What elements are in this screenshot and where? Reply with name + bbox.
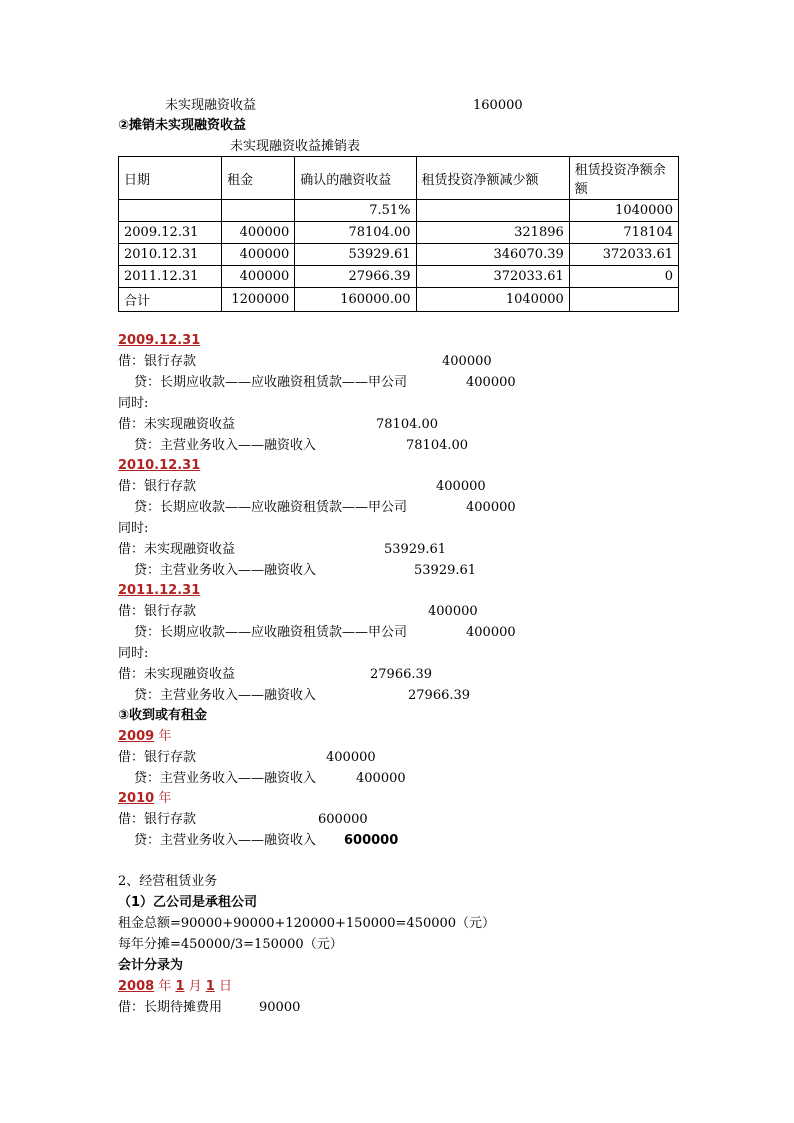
table-cell: 2011.12.31 [119,266,222,288]
table-cell: 372033.61 [416,266,569,288]
table-cell: 400000 [222,266,295,288]
table-cell: 1040000 [569,200,678,222]
entry-amount: 400000 [326,750,376,765]
table-header-row [119,157,679,200]
entry-amount: 53929.61 [384,542,447,557]
entry-debit-line: 借：银行存款 [118,812,197,827]
date-month: 1 [175,979,185,994]
year-number: 2009 [118,729,155,744]
table-row [119,222,679,244]
table-cell: 346070.39 [416,244,569,266]
table-row [119,244,679,266]
date-month-char: 月 [184,979,206,994]
header-net-decrease: 租赁投资净额减少额 [416,157,569,200]
table-cell: 27966.39 [295,266,416,288]
operating-date [118,978,232,996]
table-cell: 400000 [222,244,295,266]
entry-amount: 400000 [466,500,516,515]
table-cell [222,200,295,222]
entry-debit-line: 借：银行存款 [118,604,197,619]
entry-credit-line: 贷：主营业务收入——融资收入 [134,438,317,453]
table-cell: 合计 [119,288,222,312]
table-cell: 321896 [416,222,569,244]
entry-debit-line: 借：未实现融资收益 [118,417,236,432]
table-cell: 2009.12.31 [119,222,222,244]
operating-lease-sub1: （1）乙公司是承租公司 [118,895,258,910]
entry-amount: 78104.00 [376,417,439,432]
table-row [119,200,679,222]
entry-credit-line: 贷：长期应收款——应收融资租赁款——甲公司 [134,625,408,640]
entry-debit-line: 借：长期待摊费用 [118,1000,223,1015]
date-day-char: 日 [214,979,232,994]
table-cell: 372033.61 [569,244,678,266]
table-cell: 400000 [222,222,295,244]
contingent-year-2010 [118,790,171,808]
table-title: 未实现融资收益摊销表 [230,139,361,154]
total-rent-line: 租金总额=90000+90000+120000+150000=450000（元） [118,916,496,931]
amortization-table [118,156,679,312]
contingent-year-2009 [118,728,171,746]
entry-credit-line: 贷：长期应收款——应收融资租赁款——甲公司 [134,375,408,390]
table-cell: 53929.61 [295,244,416,266]
entry-debit-line: 借：银行存款 [118,750,197,765]
table-cell [569,288,678,312]
date-year-char: 年 [154,979,176,994]
header-rent: 租金 [222,157,295,200]
entry-amount: 400000 [428,604,478,619]
table-row [119,266,679,288]
entry-amount: 400000 [442,354,492,369]
entry-amount: 400000 [356,771,406,786]
date-year: 2008 [118,979,155,994]
entries-title: 会计分录为 [118,958,184,973]
entry-date-2011: 2011.12.31 [118,583,201,598]
table-cell: 78104.00 [295,222,416,244]
entry-credit-line: 贷：主营业务收入——融资收入 [134,771,317,786]
entry-credit-line: 贷：主营业务收入——融资收入 [134,563,317,578]
table-cell: 1040000 [416,288,569,312]
entry-date-2009: 2009.12.31 [118,333,201,348]
year-suffix: 年 [154,729,172,744]
entry-amount: 78104.00 [406,438,469,453]
table-cell [119,200,222,222]
header-net-balance: 租赁投资净额余额 [569,157,678,200]
entry-date-2010: 2010.12.31 [118,458,201,473]
section-2-title: ②摊销未实现融资收益 [118,118,247,133]
entry-credit-line: 贷：长期应收款——应收融资租赁款——甲公司 [134,500,408,515]
year-number: 2010 [118,791,155,806]
table-cell [416,200,569,222]
entry-amount: 27966.39 [408,688,471,703]
entry-amount: 400000 [466,625,516,640]
header-date: 日期 [119,157,222,200]
table-cell: 7.51% [295,200,416,222]
table-cell: 2010.12.31 [119,244,222,266]
table-row-total [119,288,679,312]
annual-allocation-line: 每年分摊=450000/3=150000（元） [118,937,343,952]
unrealized-income-label: 未实现融资收益 [165,98,257,113]
entry-debit-line: 借：银行存款 [118,479,197,494]
date-day: 1 [205,979,215,994]
entry-same-time: 同时: [118,396,149,411]
operating-lease-heading: 2、经营租赁业务 [118,874,218,889]
entry-debit-line: 借：未实现融资收益 [118,542,236,557]
entry-amount: 600000 [318,812,368,827]
entry-amount: 400000 [466,375,516,390]
entry-amount: 600000 [344,833,399,848]
section-3-title: ③收到或有租金 [118,708,208,723]
header-recognized-income: 确认的融资收益 [295,157,416,200]
entry-amount: 400000 [436,479,486,494]
unrealized-income-value: 160000 [473,98,523,113]
entry-same-time: 同时: [118,646,149,661]
entry-credit-line: 贷：主营业务收入——融资收入 [134,688,317,703]
entry-amount: 53929.61 [414,563,477,578]
entry-amount: 90000 [259,1000,301,1015]
entry-debit-line: 借：未实现融资收益 [118,667,236,682]
entry-amount: 27966.39 [370,667,433,682]
entry-debit-line: 借：银行存款 [118,354,197,369]
table-cell: 0 [569,266,678,288]
entry-credit-line: 贷：主营业务收入——融资收入 [134,833,317,848]
table-cell: 160000.00 [295,288,416,312]
entry-same-time: 同时: [118,521,149,536]
table-cell: 718104 [569,222,678,244]
table-cell: 1200000 [222,288,295,312]
year-suffix: 年 [154,791,172,806]
